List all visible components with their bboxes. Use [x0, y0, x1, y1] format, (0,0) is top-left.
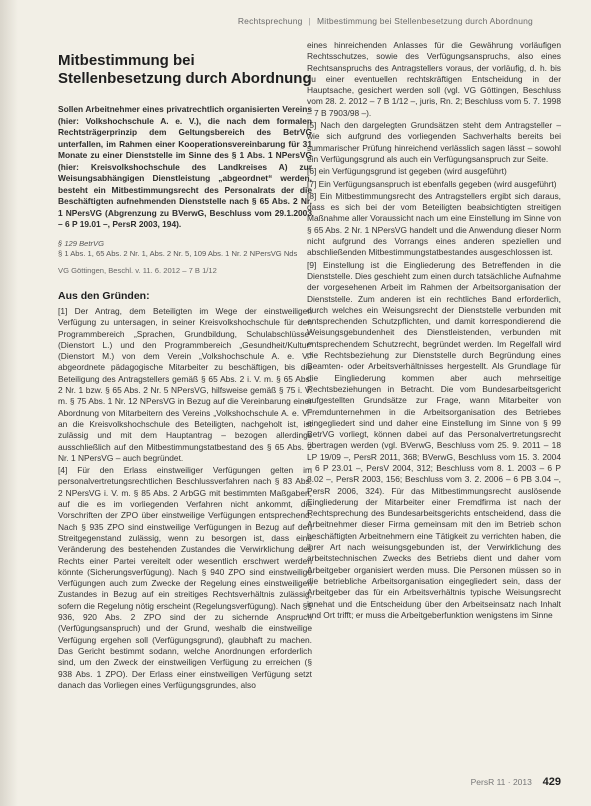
paragraph: [7] Ein Verfügungsanspruch ist ebenfalls gegeben (wird ausgeführt) — [307, 178, 557, 189]
article-title: Mitbestimmung bei Stellenbesetzung durch Abordnung — [58, 52, 312, 87]
paragraph: [5] Nach den dargelegten Grundsätzen steht dem Antragsteller – wie sich aufgrund des vorliegenden Sachverhalts bereits bei summarischer Prüfung hinreichend verlässlich sagen lässt – sowohl ein Verfügungsgrund als auch ein Verfügungsanspruch zur Seite. — [307, 120, 561, 164]
article-abstract: Sollen Arbeitnehmer eines privatrechtlich organisierten Vereins (hier: Volkshochschule A. e. V.), die nach dem formalen Rechtsträgerprinzip dem Geltungsbereich des BetrVG unterfallen, im Rahmen einer Kooperationsvereinbarung für 31 Monate zu einer Dienststelle im Sinne des § 1 Abs. 1 NPersVG (hier: Kreisvolkshochschule des Landkreises A) zur Weisungsabhängigen Dienstleistung „abgeordnet“ werden, besteht ein Mitbestimmungsrecht des Personalrats der die Beschäftigten aufnehmenden Dienststelle nach § 65 Abs. 2 Nr. 1 NPersVG (Abgrenzung zu BVerwG, Beschluss vom 29.1.2003 – 6 P 19.01 –, PersR 2003, 194). — [58, 104, 312, 229]
right-column — [307, 40, 561, 622]
grounds-heading: Aus den Gründen: — [58, 290, 150, 302]
paragraph: [8] Ein Mitbestimmungsrecht des Antragstellers ergibt sich daraus, dass es sich bei der vom Beteiligten beabsichtigten streitigen Maßnahme aller Voraussicht nach um eine Einstellung im Sinne von § 65 Abs. 2 Nr. 1 NPersVG handelt und die Anwendung dieser Norm nicht aufgrund des Vorrangs eines anderen speziellen und abschließenden Mitbestimmungstatbestandes ausgeschlossen ist. — [307, 190, 561, 258]
paragraph: eines hinreichenden Anlasses für die Gewährung vorläufigen Rechtsschutzes, sowie des Verfügungsanspruchs, also eines Rechtsanspruchs des Antragstellers voraus, der vorläufig, d. h. bis zu einer eventuellen rechtskräftigen Entscheidung in der Hauptsache, gesichert werden soll (vgl. VG Göttingen, Beschluss vom 28. 2. 2012 – 7 B 1/12 –, juris, Rn. 2; Beschluss vom 5. 7. 1998 – 7 B 7903/98 –). — [307, 40, 561, 118]
running-head: Rechtsprechung | Mitbestimmung bei Stellenbesetzung durch Abordnung — [237, 16, 533, 26]
paragraph: [9] Einstellung ist die Eingliederung des Betreffenden in die Dienststelle. Dies geschieht zum einen durch tatsächliche Aufnahme der vorgesehenen Arbeit im Rahmen der Arbeitsorganisation der Dienststelle. Zum anderen ist ein rechtliches Band erforderlich, durch welches ein Weisungsrecht der Dienststelle verbunden mit entsprechenden Schutzpflichten, und damit korrespondierend die Weisungsgebundenheit des Dienstleistenden, verbunden mit entsprechendem Schutzrecht, begründet werden. Im Regelfall wird die Rechtsbeziehung zur Dienststelle durch Begründung eines Beamten- oder Arbeitsverhältnisses hergestellt. Als Grundlage für die Eingliederung kommen aber auch mehrseitige Rechtsbeziehungen in Betracht. Die vom Bundesarbeitsgericht aufgestellten Grundsätze zur Frage, wann Mitarbeiter von Fremdunternehmen in die Arbeitsorganisation des Betriebes eingegliedert sind und daher eine Einstellung im Sinne von § 99 BetrVG vorliegt, können dabei auf das Personalvertretungsrecht übertragen werden (vgl. BVerwG, Beschluss vom 25. 9. 2011 – 18 LP 19/09 –, PersR 2011, 368; BVerwG, Beschluss vom 15. 3. 2004 – 6 P 23.01 –, PersV 2004, 312; Beschluss vom 8. 1. 2003 – 6 P 8.02 –, PersR 2003, 156; Beschluss vom 3. 2. 2006 – 6 PB 3.04 –, PersR 2006, 324). Für das Mitbestimmungsrecht auslösende Eingliederung der Mitarbeiter einer Fremdfirma ist nach der Rechtsprechung des Bundesarbeitsgerichts entscheidend, dass die Arbeitnehmer dieser Firma gemeinsam mit den im Betrieb schon beschäftigten Arbeitnehmern eine Tätigkeit zu verrichten haben, die ihrer Art nach weisungsgebunden ist, der Verwirklichung des arbeitstechnischen Zwecks des Betriebs dient und daher vom Arbeitgeber organisiert werden muss. Die Personen müssen so in die betriebliche Arbeitsorganisation eingegliedert sein, dass der Arbeitgeber das für ein Arbeitsverhältnis typische Weisungsrecht innehat und die Entscheidung über den Arbeitseinsatz nach Inhalt und Ort trifft; er muss die Arbeitgeberfunktion wenigstens im Sinne — [307, 259, 561, 620]
page-number: 429 — [542, 776, 561, 788]
running-head-section: Rechtsprechung — [237, 16, 303, 26]
norms-label: § 129 BetrVG — [58, 238, 105, 248]
norms-block — [58, 239, 312, 260]
running-head-title: Mitbestimmung bei Stellenbesetzung durch Abordnung — [316, 16, 533, 26]
paragraph: [1] Der Antrag, dem Beteiligten im Wege der einstweiligen Verfügung zu untersagen, in seiner Kreisvolkshochschule für den Programmbereich „Sprachen, Grundbildung, Schulabschlüsse“ (Dienstort L.) und den Programmbereich „Gesundheit/Kultur“ (Dienstort M.) von dem Verein „Volkshochschule A. e. V.“ abgeordnete pädagogische Mitarbeiter zu beschäftigen, bis die Beteiligung des Antragstellers gemäß § 65 Abs. 2 i. V. m. § 65 Abs. 2 Nr. 1 bzw. § 65 Abs. 2 Nr. 5 NPersVG, hilfsweise gemäß § 75 i. V. m. § 75 Abs. 1 Nr. 12 NPersVG in Bezug auf die Vereinbarung einer Abordnung von Mitarbeitern des Vereins „Volkshochschule A. e. V.“ an die Kreisvolkshochschule des Beteiligten, nachgeholt ist, ist zulässig und mit dem Hauptantrag – bezogen allerdings ausschließlich auf den Mitbestimmungstatbestand des § 65 Abs. 2 Nr. 1 NPersVG – auch begründet. — [58, 306, 312, 463]
norms-list: § 1 Abs. 1, 65 Abs. 2 Nr. 1, Abs. 2 Nr. 5, 109 Abs. 1 Nr. 2 NPersVG Nds — [58, 249, 298, 258]
paragraph: [4] Für den Erlass einstweiliger Verfügungen gelten im personalvertretungsrechtlichen Beschlussverfahren nach § 83 Abs. 2 NPersVG i. V. m. § 85 Abs. 2 ArbGG mit bestimmten Maßgaben, auf die es im vorliegenden Verfahren nicht ankommt, die Vorschriften der ZPO über einstweilige Verfügungen entsprechend. Nach § 935 ZPO sind einstweilige Verfügungen in Bezug auf den Streitgegenstand zulässig, wenn zu besorgen ist, dass eine Veränderung des bestehenden Zustandes die Verwirklichung des Rechts einer Partei vereitelt oder wesentlich erschwert werden könnte (Sicherungsverfügung). Nach § 940 ZPO sind einstweilige Verfügungen auch zum Zwecke der Regelung eines einstweiligen Zustandes in Bezug auf ein streitiges Rechtsverhältnis zulässig, sofern die Regelung nötig erscheint (Regelungsverfügung). Nach §§ 936, 920 Abs. 2 ZPO sind der zu sichernde Anspruch (Verfügungsanspruch) und der Grund, weshalb die einstweilige Verfügung ergehen soll (Verfügungsgrund), glaubhaft zu machen. Das Gericht bestimmt sodann, welche Anordnungen erforderlich sind, um den Zweck der einstweiligen Verfügung zu erreichen (§ 938 Abs. 1 ZPO). Der Erlass einer einstweiligen Verfügung setzt danach das Vorliegen eines Verfügungsgrundes, also — [58, 465, 312, 690]
left-column — [58, 40, 312, 692]
court-citation: VG Göttingen, Beschl. v. 11. 6. 2012 – 7 B 1/12 — [58, 265, 217, 275]
page-gutter-shadow — [0, 0, 18, 806]
magazine-issue: PersR 11 · 2013 — [470, 777, 532, 787]
paragraph: [6] ein Verfügungsgrund ist gegeben (wird ausgeführt) — [307, 166, 507, 177]
page-footer — [471, 776, 561, 788]
